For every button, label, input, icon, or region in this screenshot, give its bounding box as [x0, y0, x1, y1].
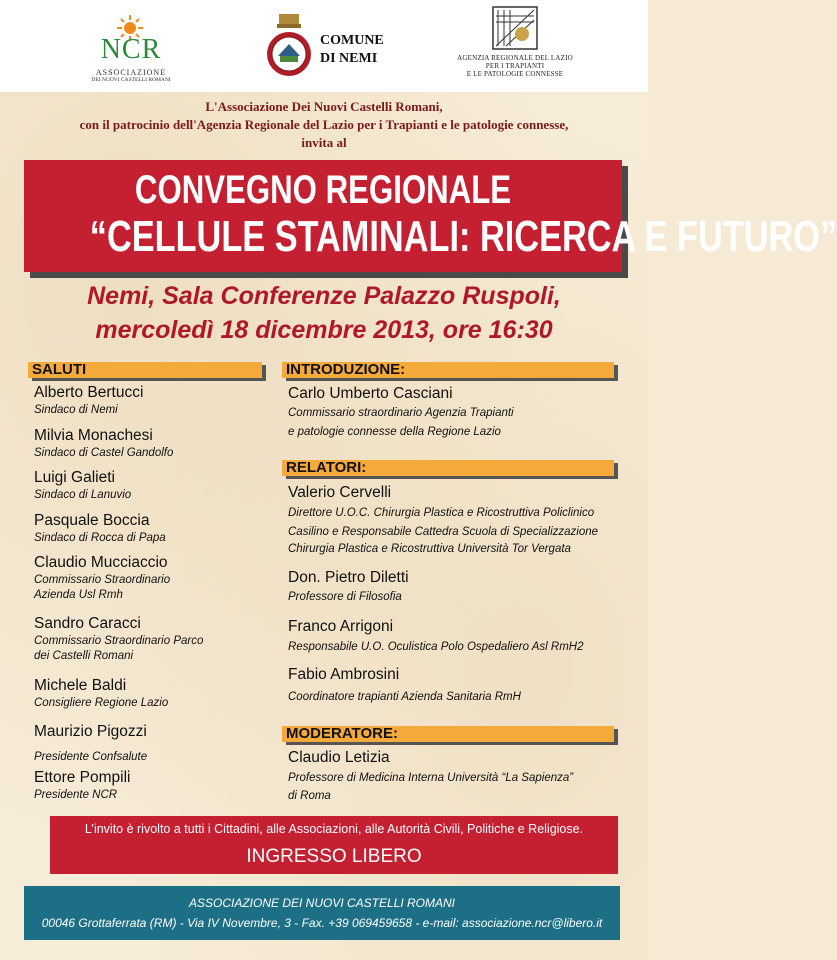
di-nemi-line: DI NEMI — [320, 51, 378, 66]
invite-text: L’invito è rivolto a tutti i Cittadini, alle Associazioni, alle Autorità Civili, Politiche e Religiose. — [84, 822, 584, 836]
comune-nemi-logo — [264, 12, 404, 82]
saluti-name: Pasquale Boccia — [34, 512, 150, 529]
agency-line3: E LE PATOLOGIE CONNESSE — [466, 70, 564, 78]
saluti-name: Milvia Monachesi — [34, 427, 153, 444]
intro-line3: invita al — [301, 135, 347, 150]
relatori-role: Chirurgia Plastica e Ricostruttiva Università Tor Vergata — [288, 543, 571, 555]
relatori-name: Fabio Ambrosini — [288, 666, 400, 683]
ncr-logo-line1: ASSOCIAZIONE — [95, 68, 167, 77]
comune-line: COMUNE — [320, 33, 384, 48]
saluti-role: Sindaco di Nemi — [34, 404, 118, 416]
agency-line1: AGENZIA REGIONALE DEL LAZIO — [457, 54, 573, 62]
saluti-role: Presidente Confsalute — [34, 751, 148, 763]
free-entry-text: INGRESSO LIBERO — [246, 846, 422, 867]
title-banner — [24, 160, 837, 272]
intro-line2: con il patrocinio dell'Agenzia Regionale del Lazio per i Trapianti e le patologie connesse, — [79, 117, 569, 132]
comune-nemi-text — [320, 32, 384, 68]
saluti-role: dei Castelli Romani — [34, 650, 134, 662]
venue-line1: Nemi, Sala Conferenze Palazzo Ruspoli, — [87, 282, 561, 310]
introduzione-heading: INTRODUZIONE: — [286, 361, 406, 378]
relatori-heading: RELATORI: — [286, 459, 367, 476]
introduzione-role: Commissario straordinario Agenzia Trapianti — [288, 407, 514, 419]
intro-text — [0, 98, 648, 152]
saluti-name: Claudio Mucciaccio — [34, 554, 168, 571]
relatori-name: Don. Pietro Diletti — [288, 569, 409, 586]
moderatore-heading: MODERATORE: — [286, 725, 398, 742]
footer — [24, 886, 620, 940]
ncr-logo-text: NCR — [100, 34, 162, 65]
saluti-role: Azienda Usl Rmh — [34, 589, 123, 601]
saluti-name: Maurizio Pigozzi — [34, 723, 147, 740]
relatori-heading-bar — [282, 460, 614, 476]
introduzione-heading-bar — [282, 362, 614, 378]
relatori-role: Professore di Filosofia — [288, 591, 402, 603]
relatori-name: Valerio Cervelli — [288, 484, 392, 501]
agency-text — [450, 54, 580, 78]
agency-logo — [450, 6, 580, 88]
saluti-role: Presidente NCR — [34, 789, 118, 801]
saluti-name: Michele Baldi — [34, 677, 127, 694]
venue-line2: mercoledì 18 dicembre 2013, ore 16:30 — [95, 316, 553, 344]
ncr-logo — [86, 10, 176, 83]
saluti-name: Luigi Galieti — [34, 469, 115, 486]
moderatore-heading-bar — [282, 726, 614, 742]
moderatore-name: Claudio Letizia — [288, 749, 390, 766]
invite-banner — [50, 816, 618, 874]
coat-of-arms-icon — [264, 12, 314, 82]
title-line1: CONVEGNO REGIONALE — [134, 168, 512, 212]
moderatore-role: di Roma — [288, 790, 331, 802]
header — [0, 0, 648, 92]
relatori-role: Coordinatore trapianti Azienda Sanitaria RmH — [288, 691, 521, 703]
saluti-heading-bar — [28, 362, 262, 378]
saluti-heading: SALUTI — [32, 361, 87, 378]
saluti-name: Alberto Bertucci — [34, 384, 144, 401]
saluti-role: Commissario Straordinario — [34, 574, 171, 586]
intro-line1: L'Associazione Dei Nuovi Castelli Romani, — [205, 99, 443, 114]
saluti-role: Sindaco di Rocca di Papa — [34, 532, 166, 544]
footer-org-name: ASSOCIAZIONE DEI NUOVI CASTELLI ROMANI — [188, 896, 456, 910]
saluti-role: Sindaco di Castel Gandolfo — [34, 447, 174, 459]
footer-contact: 00046 Grottaferrata (RM) - Via IV Novembre, 3 - Fax. +39 069459658 - e-mail: associazione.ncr@libero.it — [41, 916, 603, 930]
saluti-role: Consigliere Regione Lazio — [34, 697, 169, 709]
saluti-role: Commissario Straordinario Parco — [34, 635, 204, 647]
saluti-name: Ettore Pompili — [34, 769, 131, 786]
title-line2: “CELLULE STAMINALI: RICERCA E FUTURO” — [89, 212, 837, 261]
relatori-role: Casilino e Responsabile Cattedra Scuola di Specializzazione — [288, 526, 599, 538]
saluti-role: Sindaco di Lanuvio — [34, 489, 132, 501]
agency-line2: PER I TRAPIANTI — [485, 62, 545, 70]
introduzione-name: Carlo Umberto Casciani — [288, 385, 453, 402]
relatori-name: Franco Arrigoni — [288, 618, 394, 635]
relatori-role: Direttore U.O.C. Chirurgia Plastica e Ricostruttiva Policlinico — [288, 507, 595, 519]
moderatore-role: Professore di Medicina Interna Università “La Sapienza” — [288, 772, 574, 784]
agency-emblem-icon — [492, 6, 538, 50]
ncr-logo-line2: DEI NUOVI CASTELLI ROMANI — [91, 77, 171, 83]
introduzione-role: e patologie connesse della Regione Lazio — [288, 426, 501, 438]
relatori-role: Responsabile U.O. Oculistica Polo Ospedaliero Asl RmH2 — [288, 641, 584, 653]
saluti-name: Sandro Caracci — [34, 615, 141, 632]
